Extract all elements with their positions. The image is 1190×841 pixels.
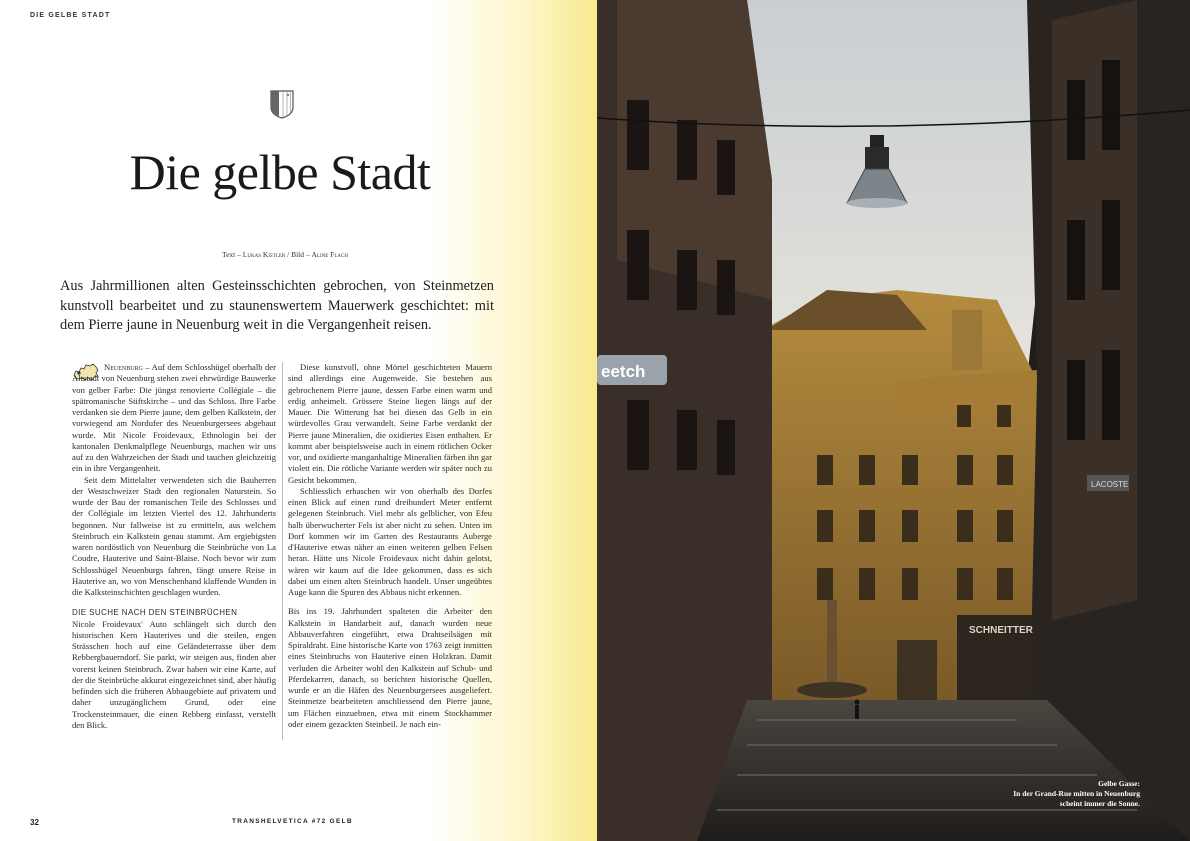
- caption-line: In der Grand-Rue mitten in Neuenburg: [1013, 789, 1140, 798]
- shop-sign-text: LACOSTE: [1091, 480, 1129, 489]
- byline-separator: /: [285, 250, 292, 259]
- page-number: 32: [30, 818, 39, 827]
- byline-image-label: Bild –: [291, 250, 312, 259]
- byline-text-label: Text –: [222, 250, 243, 259]
- photo-caption: [1013, 779, 1140, 809]
- street-photo-illustration: [597, 0, 1190, 841]
- magazine-footer: TRANSHELVETICA #72 GELB: [232, 818, 353, 825]
- paragraph: Diese kunstvoll, ohne Mörtel geschichteten Mauern sind allerdings eine Augenweide. Sie bestehen aus gebrochenem Pierre jaune, dessen Farbe einen warm und erdig anheimelt. Grössere Steine liegen längs auf der Mauer. Die Witterung hat bei diesen das Gelb in ein würdevolles Grau verwandelt. Seine Farbe verdankt der Pierre jaune Mineralien, die oxidiertes Eisen enthalten. Er kommt aber beispielsweise auch in einem rötlichen Ocker vor, und oxidierte manganhaltige Mineralien färben ihn gar violett ein. Die rötliche Variante werden wir später noch zu Gesicht bekommen.: [288, 362, 492, 485]
- page-title: Die gelbe Stadt: [129, 144, 431, 200]
- caption-title: Gelbe Gasse:: [1098, 779, 1140, 788]
- paragraph: Nicole Froidevaux' Auto schlängelt sich durch den historischen Kern Hauterives und die steilen, engen Strässchen hoch auf eine Geländeterrasse über dem Rebbergbauerndorf. Sie parkt, wir steigen aus, finden aber vorerst keinen Steinbruch. Zwar haben wir eine Karte, auf der die Steinbrüche akkurat eingezeichnet sind, aber häufig befinden sich die früheren Abbaugebiete auf privatem und daher unzugänglichem Grund, oder eine Trockensteinmauer, die einen Rebberg einfasst, verstellt den Blick.: [72, 618, 276, 730]
- text-column-1: [72, 362, 276, 731]
- paragraph: Bis ins 19. Jahrhundert spalteten die Arbeiter den Kalkstein in Handarbeit auf, danach wurden neue Abbauverfahren eingeführt, etwa Drahtseilsägen mit Spiraldraht. Eine historische Karte von 1763 zeigt inmitten eines Steinbruchs von Hauterive einen Holzkran. Damit verluden die Arbeiter wohl den Kalkstein auf Schub- und Pferdekarren, danach, so berichten historische Quellen, wurde er an die Häfen des Neuenburgersees ausgeliefert. Steinmetze bearbeiteten anschliessend den Pierre jaune, um Flächen einzuebnen, etwa mit einem Stockhammer oder einem gezackten Steinbeil. Je nach ein-: [288, 606, 492, 729]
- running-head: DIE GELBE STADT: [30, 12, 111, 19]
- paragraph: Seit dem Mittelalter verwendeten sich die Bauherren der Westschweizer Stadt den regionalen Naturstein. So wurde der Bau der romanischen Teile des Schlosses und der Collégiale im letzten Viertel des 12. Jahrhunderts begonnen. Nur fallweise ist zu ermitteln, aus welchem Steinbruch ein Kalkstein genau stammt. Am ergiebigsten waren nordöstlich von Neuenburg die Steinbrüche von La Coudre, Hauterive und Saint-Blaise. Noch bevor wir zum Schlosshügel Neuenburgs fahren, fängt unsere Reise in Hauterive an, wo von Menschenhand klaffende Wunden in die Kalksteinschichten geschlagen wurden.: [72, 474, 276, 597]
- byline: [60, 250, 510, 259]
- paragraph: Schliesslich erhaschen wir von oberhalb des Dorfes einen Blick auf einen rund dreihundert Meter entfernt gelegenen Steinbruch. Viel mehr als gelblicher, von Efeu halb überwucherter Fels ist aber nicht zu sehen. Unten im Dorf kommen wir im Garten des Restaurants Auberge d'Hauterive etwas näher an einen weiteren gelben Felsen heran. Hätte uns Nicole Froidevaux nicht dahin gelotst, wären wir kaum auf die Idee gekommen, dass es sich dabei um einen alten Steinbruch handelt. Unser ungeübtes Auge kann die Spuren des Abbaus nicht erkennen.: [288, 485, 492, 597]
- shop-sign-text: eetch: [601, 362, 646, 381]
- paragraph-text: – Auf dem Schlosshügel oberhalb der Altstadt von Neuenburg stehen zwei ehrwürdige Bauwerke von gelber Farbe: Die jüngst renovierte Collégiale – die spätromanische Stiftskirche – und das Schloss. Ihre Farbe verdanken sie dem Pierre jaune, dem gelben Kalkstein, der vorwiegend am Nordufer des Neuenburgersees abgebaut wurde. Mit Nicole Froidevaux, Ethnologin bei der kantonalen Denkmalpflege Neuenburgs, machen wir uns auf zu den Wahrzeichen der Stadt und tauchen gleichzeitig ein in ihre Vergangenheit.: [72, 362, 276, 474]
- shop-sign-text: SCHNEITTER: [969, 625, 1033, 636]
- neuchatel-crest-icon: [269, 89, 295, 119]
- text-column-2: [288, 362, 492, 730]
- section-subhead: DIE SUCHE NACH DEN STEINBRÜCHEN: [72, 608, 238, 618]
- dateline: Neuenburg: [104, 362, 143, 372]
- photographer-name: Aline Flach: [311, 250, 348, 259]
- lead-paragraph: Aus Jahrmillionen alten Gesteinsschichten gebrochen, von Steinmetzen kunstvoll bearbeitet und zu staunenswertem Mauerwerk geschichtet: mit dem Pierre jaune in Neuenburg weit in die Vergangenheit reisen.: [60, 278, 494, 333]
- caption-line: scheint immer die Sonne.: [1059, 799, 1140, 808]
- author-name: Lukas Kistler: [242, 250, 286, 259]
- street-photo: [597, 0, 1190, 841]
- paragraph: [72, 362, 276, 475]
- column-divider: [282, 362, 283, 740]
